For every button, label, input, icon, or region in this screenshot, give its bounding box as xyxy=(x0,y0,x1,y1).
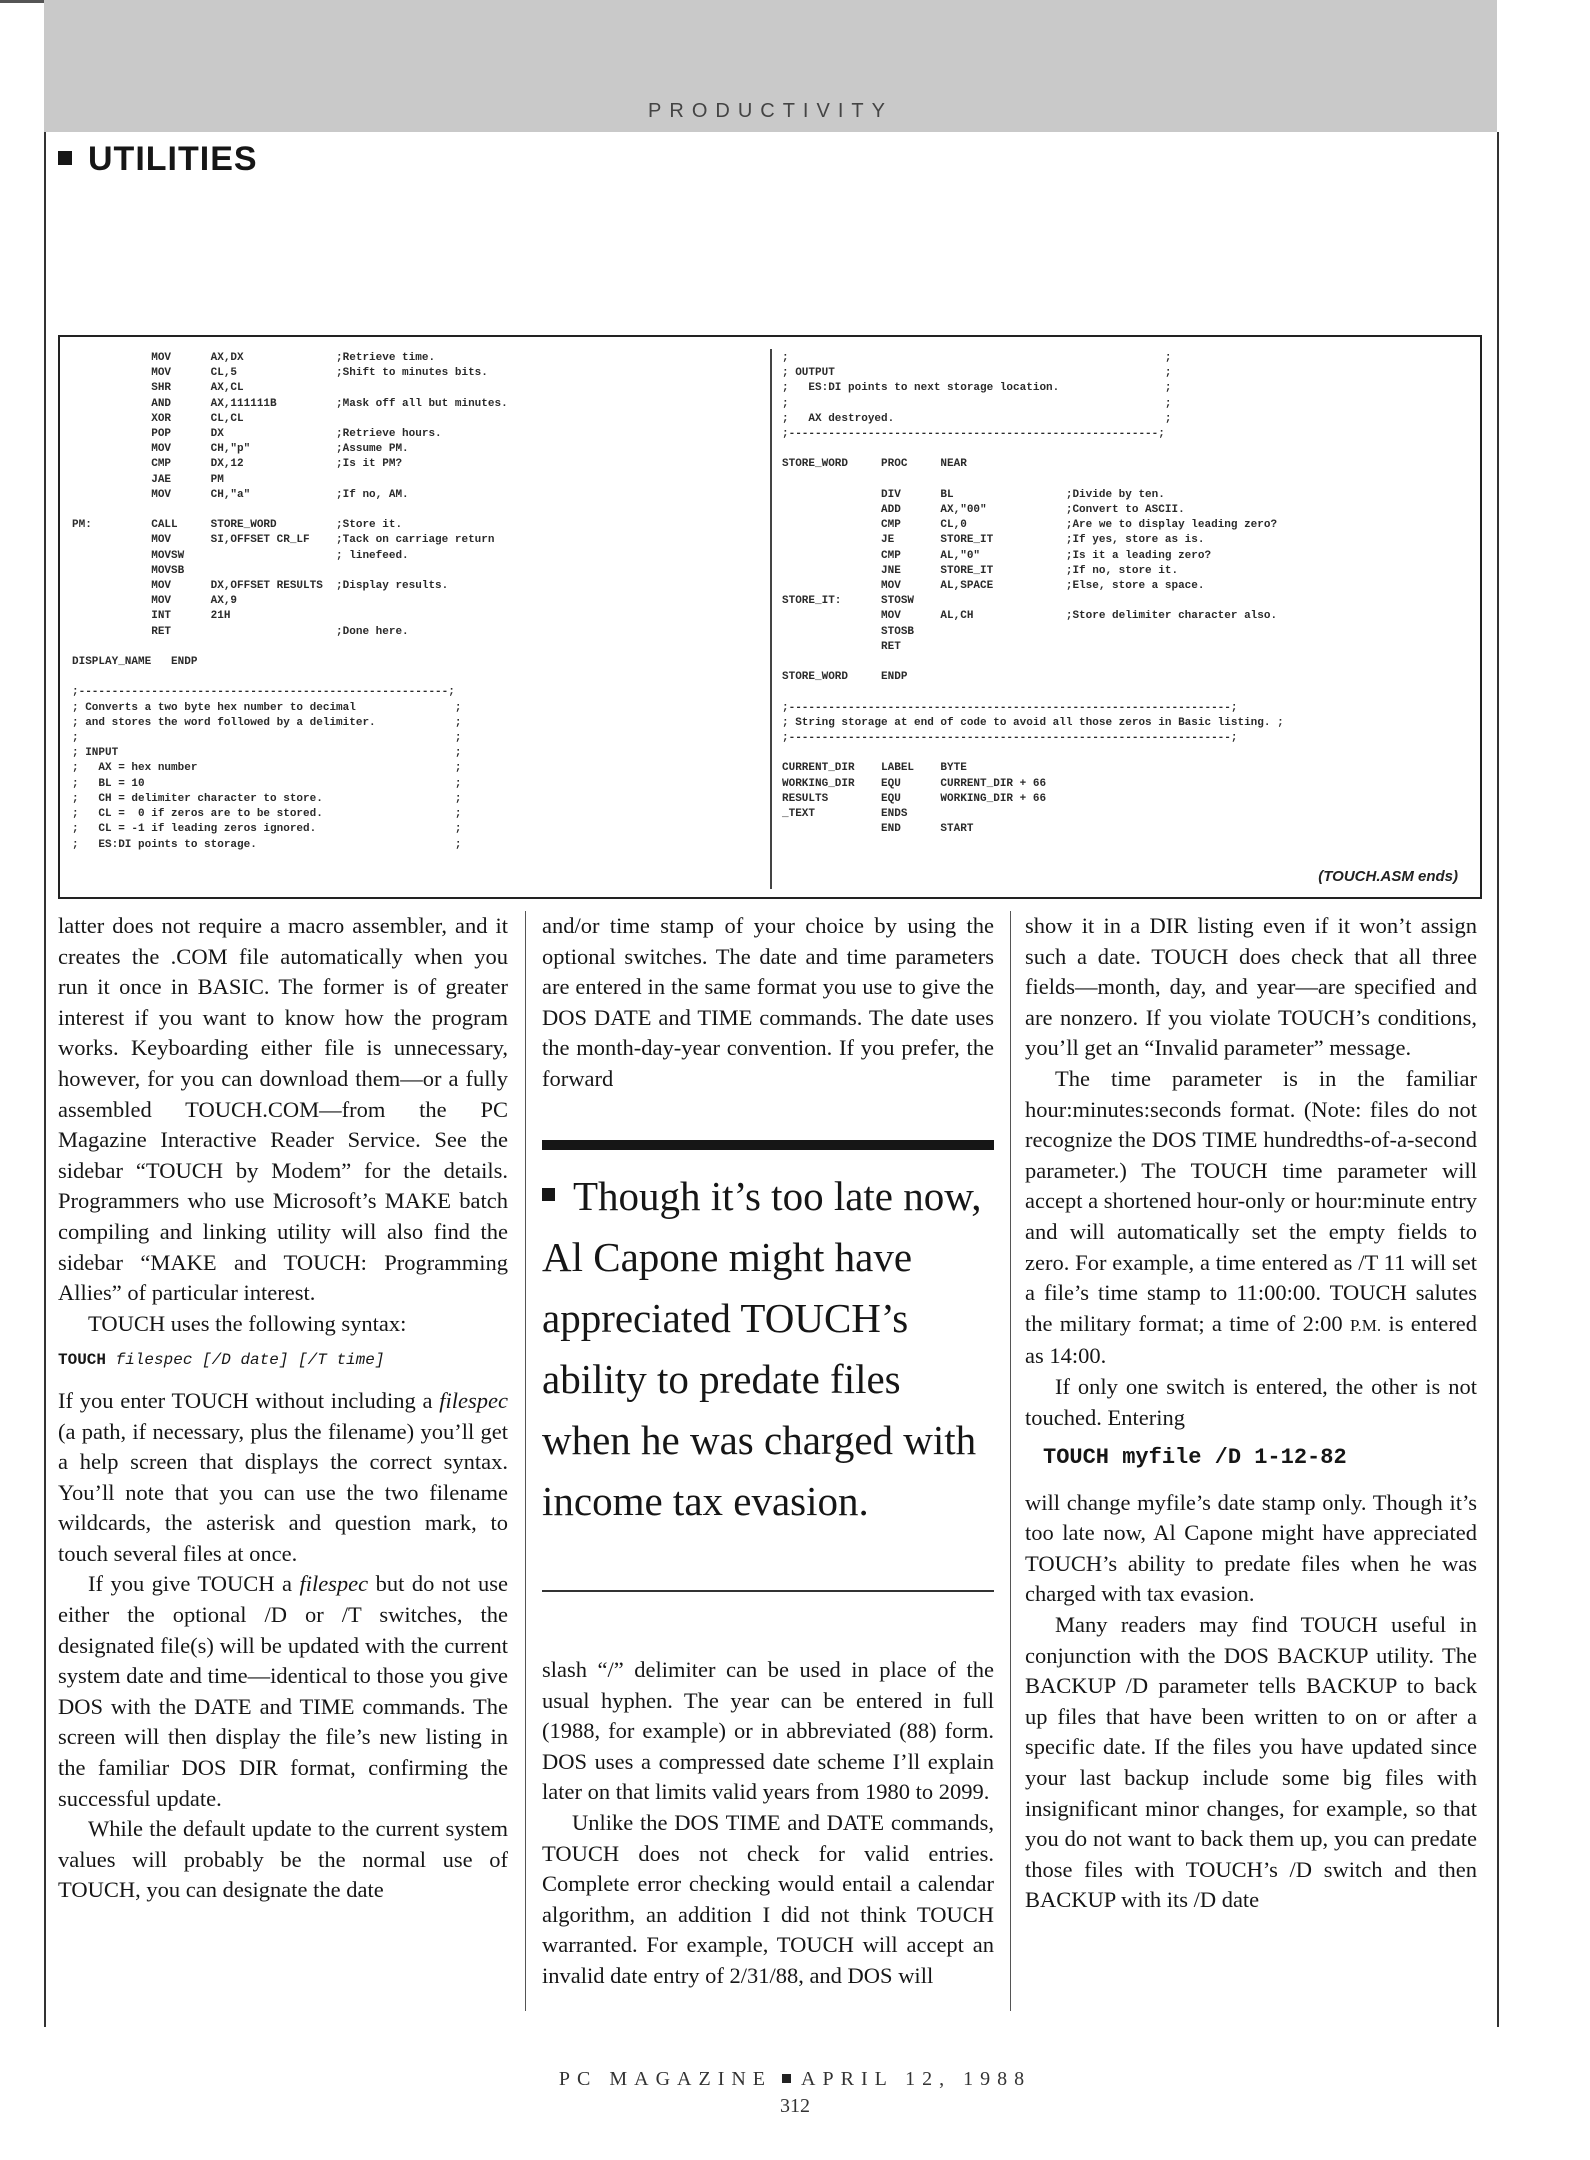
page-title xyxy=(58,140,258,179)
text-run: but do not use either the optional /D or /T switches, the designated file(s) will be updated with the current system date and time—identical to those you give DOS with the DATE and TIME commands. The screen will then display the file’s new listing in the familiar DOS DIR format, confirming the successful update. xyxy=(58,1571,508,1811)
code-listing-left: MOV AX,DX ;Retrieve time. MOV CL,5 ;Shift to minutes bits. SHR AX,CL AND AX,111111B ;Mask off all but minutes. XOR CL,CL POP DX ;Retrieve hours. MOV CH,"p" ;Assume PM. CMP DX,12 ;Is it PM? JAE PM MOV CH,"a" ;If no, AM. PM: CALL STORE_WORD ;Store it. MOV SI,OFFSET CR_LF ;Tack on carriage return MOVSW ; linefeed. MOVSB MOV DX,OFFSET RESULTS ;Display results. MOV AX,9 INT 21H RET ;Done here. DISPLAY_NAME ENDP ;--------------------------------------------------------; ; Converts a two byte hex number to decimal ; ; and stores the word followed by a delimiter. ; ; ; ; INPUT ; ; AX = hex number ; ; BL = 10 ; ; CH = delimiter character to store. ; ; CL = 0 if zeros are to be stored. ; ; CL = -1 if leading zeros ignored. ; ; ES:DI points to storage. ; xyxy=(72,352,508,851)
text-run: The time parameter is in the familiar hour:minutes:seconds format. (Note: files do not recognize the DOS TIME hundredths-of-a-second parameter.) The TOUCH time parameter will accept a shortened hour-only or hour:minute entry and will automatically set the empty fields to zero. For example, a time entered as /T 11 will set a file’s time stamp to 11:00:00. TOUCH salutes the military format; a time of 2:00 xyxy=(1025,1065,1477,1336)
paragraph: and/or time stamp of your choice by using the optional switches. The date and time parameters are entered in the same format you use to give the DOS DATE and TIME commands. The date uses the month-day-year convention. If you prefer, the forward xyxy=(542,913,994,1091)
pull-quote-body: Though it’s too late now, Al Capone might have appreciated TOUCH’s ability to predate files when he was charged with income tax evasion. xyxy=(542,1173,982,1524)
emphasis: filespec xyxy=(439,1387,508,1413)
pull-quote-bottom-rule xyxy=(542,1590,994,1592)
listing-caption: (TOUCH.ASM ends) xyxy=(1318,868,1458,885)
page-footer xyxy=(0,2068,1590,2091)
text-run: If you give TOUCH a xyxy=(88,1571,300,1597)
text-run: If you enter TOUCH without including a xyxy=(58,1387,440,1413)
footer-magazine: PC MAGAZINE xyxy=(558,2068,773,2090)
syntax-line xyxy=(58,1345,508,1376)
paragraph: If only one switch is entered, the other is not touched. Entering xyxy=(1025,1373,1477,1430)
emphasis: filespec xyxy=(299,1571,369,1597)
code-listing-box xyxy=(58,335,1482,899)
syntax-command: TOUCH xyxy=(58,1351,107,1370)
paragraph: Unlike the DOS TIME and DATE commands, TOUCH does not check for valid entries. Complete error checking would entail a calendar algorithm, an addition I did not think TOUCH warranted. For example, TOUCH will accept an invalid date entry of 2/31/88, and DOS will xyxy=(542,1809,994,1988)
column-rule xyxy=(525,911,526,2011)
paragraph: will change myfile’s date stamp only. Though it’s too late now, Al Capone might have appreciated TOUCH’s ability to predate files when he was charged with tax evasion. xyxy=(1025,1489,1477,1607)
paragraph: TOUCH uses the following syntax: xyxy=(88,1310,407,1336)
left-page-rule xyxy=(44,132,46,2027)
code-listing-right: ; ; ; OUTPUT ; ; ES:DI points to next storage location. ; ; ; ; AX destroyed. ; ;--------------------------------------------------------; STORE_WORD PROC NEAR DIV BL ;Divide by ten. ADD AX,"00" ;Convert to ASCII. CMP CL,0 ;Are we to display leading zero? JE STORE_IT ;If yes, store as is. CMP AL,"0" ;Is it a leading zero? JNE STORE_IT ;If no, store it. MOV AL,SPACE ;Else, store a space. STORE_IT: STOSW MOV AL,CH ;Store delimiter character also. STOSB RET STORE_WORD ENDP ;-------------------------------------------------------------------; ; String storage at end of code to avoid all those zeros in Basic listing. ; ;-------------------------------------------------------------------; CURRENT_DIR LABEL BYTE WORKING_DIR EQU CURRENT_DIR + 66 RESULTS EQU WORKING_DIR + 66 _TEXT ENDS END START xyxy=(782,352,1284,836)
pull-quote-text xyxy=(542,1166,994,1532)
paragraph xyxy=(1025,1064,1477,1372)
page-number: 312 xyxy=(780,2095,810,2117)
footer-date: APRIL 12, 1988 xyxy=(801,2068,1032,2090)
paragraph: show it in a DIR listing even if it won’t assign such a date. TOUCH does check that all three fields—month, day, and year—are specified and are nonzero. If you violate TOUCH’s conditions, you’ll get an “Invalid parameter” message. xyxy=(1025,913,1477,1061)
code-column-divider xyxy=(770,349,772,889)
article-column-1 xyxy=(58,911,508,1906)
bullet-square-icon xyxy=(782,2074,791,2083)
small-caps-text: P.M. xyxy=(1349,1315,1382,1335)
right-page-rule xyxy=(1497,132,1499,2027)
pull-quote xyxy=(542,1140,994,1592)
syntax-arguments: filespec [/D date] [/T time] xyxy=(106,1351,385,1370)
text-run: is entered as 14:00. xyxy=(1025,1310,1478,1369)
paragraph: While the default update to the current system values will probably be the normal use of TOUCH, you can designate the date xyxy=(58,1816,508,1903)
article-column-3 xyxy=(1025,911,1477,1916)
article-column-2-continued xyxy=(542,1655,994,1992)
paragraph xyxy=(58,1569,508,1814)
paragraph: slash “/” delimiter can be used in place of the usual hyphen. The year can be entered in full (1988, for example) or in abbreviated (88) form. DOS uses a compressed date scheme I’ll explain later on that limits valid years from 1980 to 2099. xyxy=(542,1657,994,1805)
column-rule xyxy=(1010,911,1011,2011)
page-title-text: UTILITIES xyxy=(88,140,258,178)
section-label: PRODUCTIVITY xyxy=(648,100,893,122)
article-column-2 xyxy=(542,911,994,1095)
bullet-square-icon xyxy=(58,151,72,165)
paragraph: latter does not require a macro assembler, and it creates the .COM file automatically when you run it once in BASIC. The former is of greater interest if you want to know how the program works. Keyboarding either file is unnecessary, however, for you can download them—or a fully assembled TOUCH.COM—from the PC Magazine Interactive Reader Service. See the sidebar “TOUCH by Modem” for the details. Programmers who use Microsoft’s MAKE batch compiling and linking utility will also find the sidebar “MAKE and TOUCH: Programming Allies” of particular interest. xyxy=(58,913,508,1306)
bullet-square-icon xyxy=(542,1188,555,1201)
paragraph xyxy=(58,1386,508,1570)
paragraph: Many readers may find TOUCH useful in conjunction with the DOS BACKUP utility. The BACKUP /D parameter tells BACKUP to back up files that have been written to on or after a specific date. If the files you have updated since your last backup include some big files with insignificant minor changes, for example, so that you do not want to back them up, you can predate those files with TOUCH’s /D switch and then BACKUP with its /D date xyxy=(1025,1612,1477,1913)
command-example: TOUCH myfile /D 1-12-82 xyxy=(1043,1445,1347,1471)
text-run: (a path, if necessary, plus the filename) you’ll get a help screen that displays the correct syntax. You’ll note that you can use the two filename wildcards, the asterisk and question mark, to touch several files at once. xyxy=(58,1418,508,1566)
pull-quote-top-rule xyxy=(542,1140,994,1150)
